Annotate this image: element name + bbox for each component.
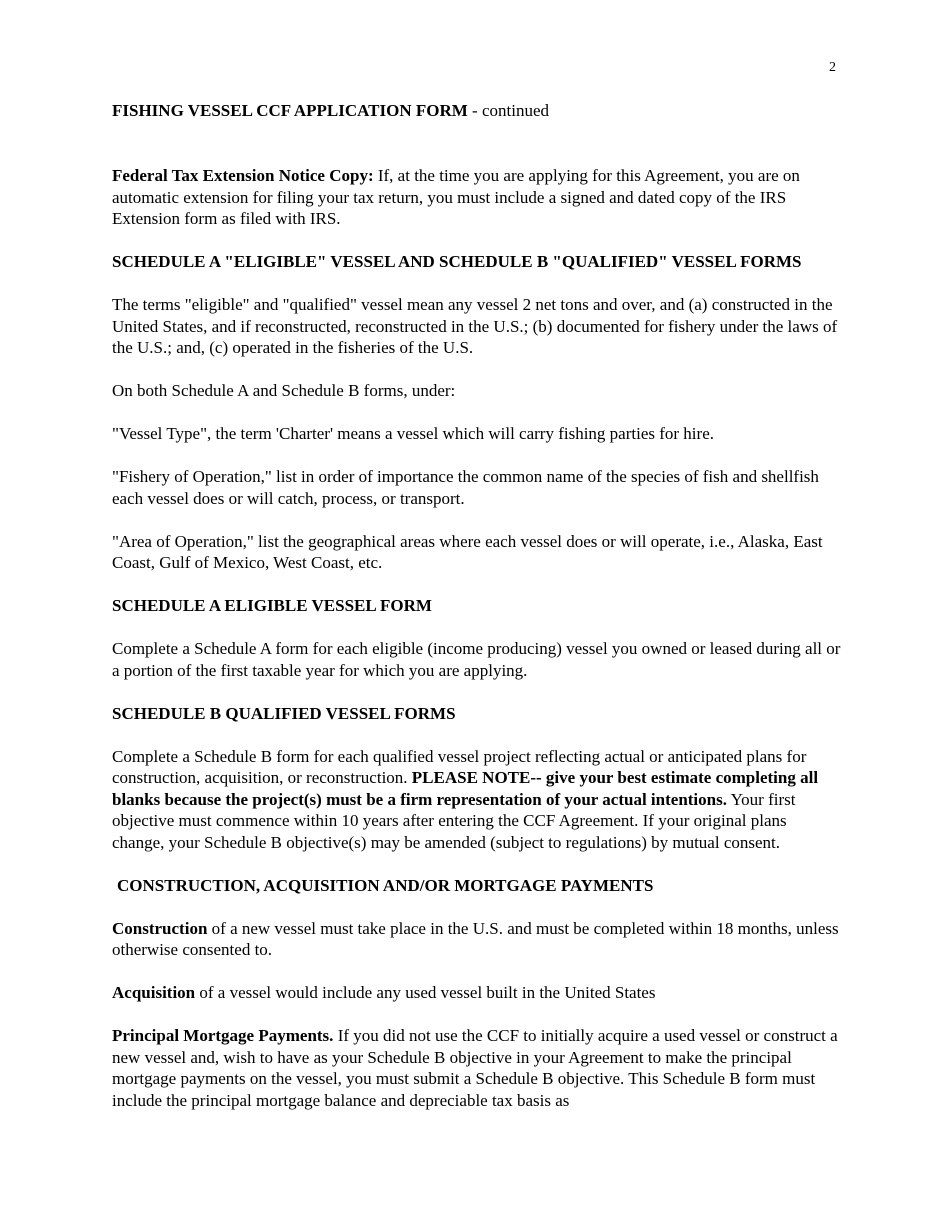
area-of-operation-paragraph: "Area of Operation," list the geographical areas where each vessel does or will operate, i.e., Alaska, East Coast, Gulf of Mexico, West Coast, etc.: [112, 531, 823, 572]
document-title-bold: FISHING VESSEL CCF APPLICATION FORM: [112, 101, 468, 120]
schedule-a-paragraph: Complete a Schedule A form for each eligible (income producing) vessel you owned or leased during all or a portion of the first taxable year for which you are applying.: [112, 639, 841, 680]
schedule-b-text-start: Complete a Schedule B form for each qualified vessel project reflecting actual or anticipated plans for construction, acquisition, or reconstruction.: [112, 746, 807, 787]
construction-paragraph: [112, 918, 842, 961]
schedule-b-heading: SCHEDULE B QUALIFIED VESSEL FORMS: [112, 703, 456, 723]
acquisition-text: of a vessel would include any used vessel built in the United States: [195, 983, 656, 1002]
schedule-intro-paragraph: On both Schedule A and Schedule B forms, under:: [112, 381, 456, 400]
tax-extension-paragraph: [112, 165, 842, 230]
document-title: [112, 100, 842, 122]
schedule-b-text-end: Your first objective must commence within 10 years after entering the CCF Agreement. If your original plans change, your Schedule B objective(s) may be amended (subject to regulations) by mutual consent.: [112, 789, 796, 852]
page-number: 2: [829, 60, 836, 75]
vessel-type-paragraph: "Vessel Type", the term 'Charter' means a vessel which will carry fishing parties for hire.: [112, 424, 714, 443]
fishery-of-operation-paragraph: "Fishery of Operation," list in order of importance the common name of the species of fish and shellfish each vessel does or will catch, process, or transport.: [112, 467, 819, 508]
tax-extension-text: If, at the time you are applying for this Agreement, you are on automatic extension for filing your tax return, you must include a signed and dated copy of the IRS Extension form as filed with IRS.: [112, 166, 800, 228]
schedule-b-note: PLEASE NOTE-- give your best estimate completing all blanks because the project(s) must be a firm representation of your actual intentions.: [112, 768, 819, 809]
schedule-b-paragraph: [112, 746, 842, 854]
document-title-continued: - continued: [467, 101, 549, 120]
schedule-forms-heading: SCHEDULE A "ELIGIBLE" VESSEL AND SCHEDULE B "QUALIFIED" VESSEL FORMS: [112, 252, 802, 271]
mortgage-text: If you did not use the CCF to initially acquire a used vessel or construct a new vessel and, wish to have as your Schedule B objective in your Agreement to make the principal mortgage payments on the vessel, you must submit a Schedule B objective. This Schedule B form must include the principal mortgage balance and depreciable tax basis as: [112, 1026, 838, 1110]
mortgage-paragraph: [112, 1025, 842, 1111]
construction-text: of a new vessel must take place in the U.S. and must be completed within 18 months, unless otherwise consented to.: [112, 918, 839, 959]
mortgage-label: Principal Mortgage Payments.: [112, 1026, 334, 1045]
schedule-a-heading: SCHEDULE A ELIGIBLE VESSEL FORM: [112, 596, 432, 615]
construction-heading: CONSTRUCTION, ACQUISITION AND/OR MORTGAGE PAYMENTS: [117, 875, 654, 895]
document-body: [112, 165, 842, 1133]
acquisition-label: Acquisition: [112, 983, 196, 1002]
construction-label: Construction: [112, 918, 208, 938]
tax-extension-label: Federal Tax Extension Notice Copy:: [112, 166, 374, 185]
vessel-definition-paragraph: The terms "eligible" and "qualified" vessel mean any vessel 2 net tons and over, and (a) constructed in the United States, and if reconstructed, reconstructed in the U.S.; (b) documented for fishery under the laws of the U.S.; and, (c) operated in the fisheries of the U.S.: [112, 295, 838, 357]
acquisition-paragraph: [112, 982, 842, 1004]
